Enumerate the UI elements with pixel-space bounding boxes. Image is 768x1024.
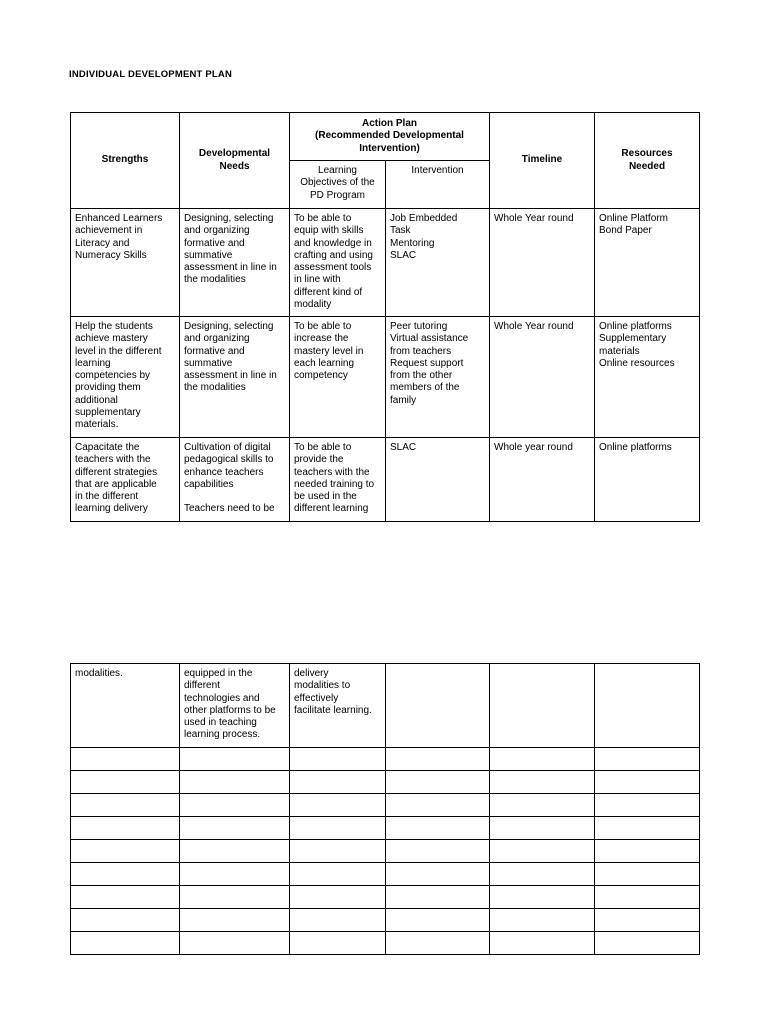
- empty-row: [71, 840, 700, 863]
- cell-needs: Designing, selecting and organizing formative and summative assessment in line in the modalities: [180, 209, 290, 317]
- empty-row: [71, 817, 700, 840]
- empty-row: [71, 863, 700, 886]
- cell-objectives: To be able to increase the mastery level in each learning competency: [290, 317, 386, 438]
- cell-timeline: Whole Year round: [490, 209, 595, 317]
- cell-timeline: [490, 664, 595, 748]
- empty-row: [71, 771, 700, 794]
- header-timeline: Timeline: [490, 113, 595, 209]
- header-strengths: Strengths: [71, 113, 180, 209]
- cell-resources: [595, 664, 700, 748]
- cell-intervention: Job Embedded Task Mentoring SLAC: [386, 209, 490, 317]
- page-title: INDIVIDUAL DEVELOPMENT PLAN: [69, 69, 233, 80]
- development-plan-table: [70, 112, 700, 522]
- cell-resources: Online platforms: [595, 438, 700, 522]
- cell-strengths: Enhanced Learners achievement in Literacy and Numeracy Skills: [71, 209, 180, 317]
- cell-needs: Designing, selecting and organizing formative and summative assessment in line in the modalities: [180, 317, 290, 438]
- cell-needs: equipped in the different technologies and other platforms to be used in teaching learning process.: [180, 664, 290, 748]
- header-action-plan: Action Plan (Recommended Developmental Intervention): [290, 113, 490, 161]
- empty-row: [71, 886, 700, 909]
- table-row: [71, 317, 700, 438]
- cell-strengths: modalities.: [71, 664, 180, 748]
- empty-row: [71, 909, 700, 932]
- cell-strengths: Capacitate the teachers with the different strategies that are applicable in the different learning delivery: [71, 438, 180, 522]
- header-resources-needed: Resources Needed: [595, 113, 700, 209]
- table-row: [71, 209, 700, 317]
- cell-intervention: SLAC: [386, 438, 490, 522]
- cell-needs: Cultivation of digital pedagogical skills to enhance teachers capabilities Teachers need to be: [180, 438, 290, 522]
- header-developmental-needs: Developmental Needs: [180, 113, 290, 209]
- cell-resources: Online platforms Supplementary materials Online resources: [595, 317, 700, 438]
- cell-timeline: Whole Year round: [490, 317, 595, 438]
- empty-row: [71, 794, 700, 817]
- cell-intervention: [386, 664, 490, 748]
- header-learning-objectives: Learning Objectives of the PD Program: [290, 161, 386, 209]
- table-row: [71, 438, 700, 522]
- empty-row: [71, 748, 700, 771]
- cell-intervention: Peer tutoring Virtual assistance from teachers Request support from the other members of the family: [386, 317, 490, 438]
- cell-objectives: To be able to provide the teachers with the needed training to be used in the different learning: [290, 438, 386, 522]
- cell-objectives: delivery modalities to effectively facilitate learning.: [290, 664, 386, 748]
- empty-row: [71, 932, 700, 955]
- cell-strengths: Help the students achieve mastery level in the different learning competencies by providing them additional supplementary materials.: [71, 317, 180, 438]
- cell-resources: Online Platform Bond Paper: [595, 209, 700, 317]
- development-plan-table-continued: [70, 663, 700, 955]
- header-intervention: Intervention: [386, 161, 490, 209]
- cell-objectives: To be able to equip with skills and knowledge in crafting and using assessment tools in line with different kind of modality: [290, 209, 386, 317]
- cell-timeline: Whole year round: [490, 438, 595, 522]
- table-row: [71, 664, 700, 748]
